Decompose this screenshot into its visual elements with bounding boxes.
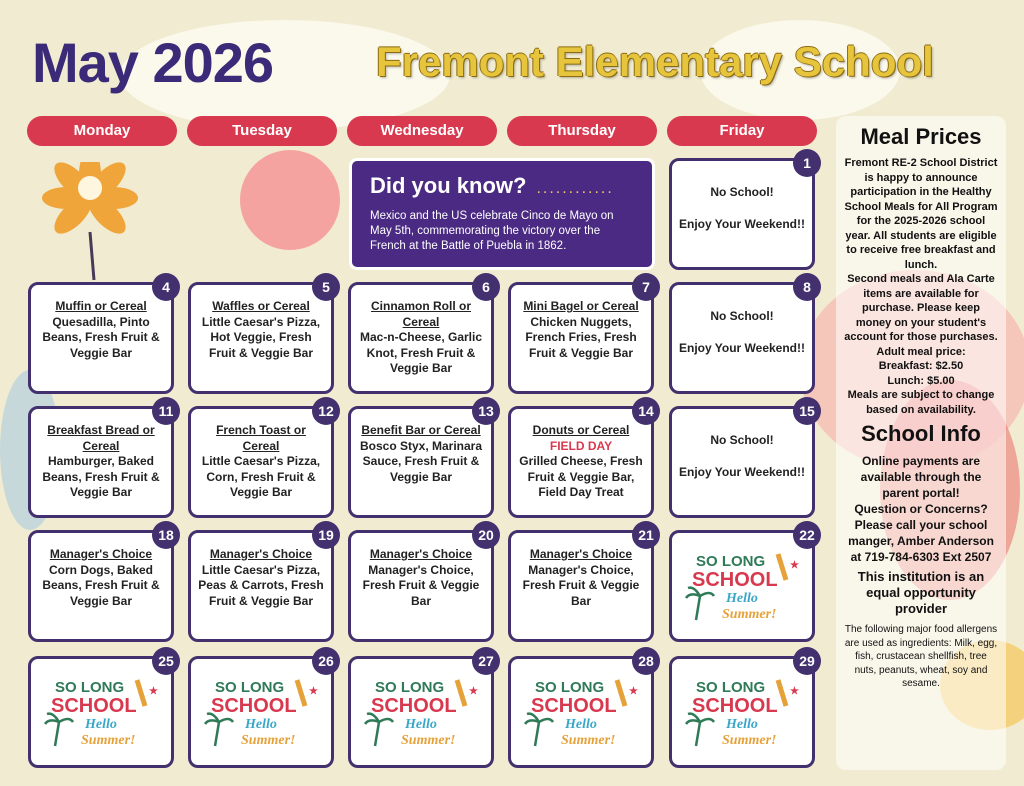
program-text: Fremont RE-2 School District is happy to announce participation in the Healthy School Meals for All Program for the 2025-2026 school year. All students are eligible to receive free breakfast and lunch. xyxy=(844,157,998,271)
did-you-know-dots: ............ xyxy=(536,180,614,197)
day-number: 4 xyxy=(152,273,180,301)
so-long-text: SO LONG xyxy=(55,679,125,696)
day-number: 22 xyxy=(793,521,821,549)
day-number: 18 xyxy=(152,521,180,549)
breakfast-item: Benefit Bar or Cereal xyxy=(361,423,481,437)
field-day-label: FIELD DAY xyxy=(549,438,613,453)
calendar-day xyxy=(188,279,334,394)
star-icon: ★ xyxy=(309,686,318,697)
online-payments-text: Online payments are available through the parent portal! xyxy=(860,454,982,500)
summer-text: Summer! xyxy=(241,733,296,748)
calendar-day xyxy=(348,403,494,518)
so-long-school-graphic xyxy=(357,665,485,759)
school-text: SCHOOL xyxy=(692,695,778,717)
calendar-day xyxy=(508,279,654,394)
did-you-know-box xyxy=(349,158,655,270)
calendar-day xyxy=(348,653,494,768)
summer-text: Summer! xyxy=(401,733,456,748)
lunch-item: Mac-n-Cheese, Garlic Knot, Fresh Fruit & Veggie Bar xyxy=(359,330,483,375)
calendar-day xyxy=(28,279,174,394)
calendar-day xyxy=(508,653,654,768)
day-number: 28 xyxy=(632,647,660,675)
lunch-item: Bosco Styx, Marinara Sauce, Fresh Fruit & Veggie Bar xyxy=(359,438,483,484)
adult-lunch-price: Lunch: $5.00 xyxy=(887,374,955,387)
palm-tree-icon xyxy=(45,714,73,746)
calendar-day xyxy=(28,653,174,768)
weekday-wednesday: Wednesday xyxy=(347,116,497,146)
star-icon: ★ xyxy=(629,686,638,697)
calendar-day xyxy=(669,403,815,518)
lunch-item: Quesadilla, Pinto Beans, Fresh Fruit & Veggie Bar xyxy=(42,314,160,360)
no-school-text: No School! xyxy=(710,185,774,199)
weekday-thursday: Thursday xyxy=(507,116,657,146)
school-text: SCHOOL xyxy=(531,695,617,717)
background-flower-pink xyxy=(240,150,340,250)
summer-text: Summer! xyxy=(81,733,136,748)
lunch-item: Little Caesar's Pizza, Hot Veggie, Fresh Fruit & Veggie Bar xyxy=(201,314,321,360)
day-number: 27 xyxy=(472,647,500,675)
calendar-day xyxy=(508,403,654,518)
breakfast-item: Manager's Choice xyxy=(369,547,473,561)
calendar-day xyxy=(508,527,654,642)
month-title: May 2026 xyxy=(32,31,274,94)
so-long-school-graphic-art xyxy=(361,672,481,752)
day-number: 20 xyxy=(472,521,500,549)
so-long-text: SO LONG xyxy=(535,679,605,696)
day-number: 11 xyxy=(152,397,180,425)
hello-text: Hello xyxy=(405,717,437,732)
palm-tree-icon xyxy=(686,714,714,746)
did-you-know-title: Did you know? xyxy=(370,173,527,198)
calendar-day xyxy=(669,527,815,642)
so-long-school-graphic xyxy=(678,665,806,759)
hello-text: Hello xyxy=(726,717,758,732)
palm-tree-icon xyxy=(205,714,233,746)
second-meals-text: Second meals and Ala Carte items are available for purchase. Please keep money on your student's account for those purchases. xyxy=(844,273,998,343)
so-long-text: SO LONG xyxy=(215,679,285,696)
day-number: 29 xyxy=(793,647,821,675)
lunch-item: Manager's Choice, Fresh Fruit & Veggie Bar xyxy=(362,562,480,608)
weekday-monday: Monday xyxy=(27,116,177,146)
pencil-icon xyxy=(137,680,145,706)
so-long-text: SO LONG xyxy=(375,679,445,696)
calendar-day xyxy=(188,653,334,768)
star-icon: ★ xyxy=(790,560,799,571)
so-long-text: SO LONG xyxy=(696,679,766,696)
so-long-text: SO LONG xyxy=(696,553,766,570)
palm-tree-icon xyxy=(365,714,393,746)
star-icon: ★ xyxy=(469,686,478,697)
day-number: 8 xyxy=(793,273,821,301)
so-long-school-graphic-art xyxy=(201,672,321,752)
lunch-item: Manager's Choice, Fresh Fruit & Veggie Bar xyxy=(522,562,640,608)
so-long-school-graphic-art xyxy=(682,672,802,752)
pencil-icon xyxy=(778,680,786,706)
no-school-text: No School! xyxy=(710,309,774,323)
palm-tree-icon xyxy=(525,714,553,746)
no-school-text: No School! xyxy=(710,433,774,447)
so-long-school-graphic xyxy=(37,665,165,759)
weekend-text: Enjoy Your Weekend!! xyxy=(678,216,806,231)
hello-text: Hello xyxy=(85,717,117,732)
adult-breakfast-price: Breakfast: $2.50 xyxy=(878,360,964,372)
weekend-text: Enjoy Your Weekend!! xyxy=(678,340,806,355)
calendar-day xyxy=(348,527,494,642)
hello-text: Hello xyxy=(726,591,758,606)
lunch-item: Little Caesar's Pizza, Peas & Carrots, Fresh Fruit & Veggie Bar xyxy=(198,562,324,608)
weekend-text: Enjoy Your Weekend!! xyxy=(678,464,806,479)
breakfast-item: Manager's Choice xyxy=(49,547,153,561)
school-info-heading: School Info xyxy=(861,421,981,446)
calendar-day xyxy=(669,653,815,768)
day-number: 5 xyxy=(312,273,340,301)
summer-text: Summer! xyxy=(561,733,616,748)
calendar-day xyxy=(188,403,334,518)
adult-price-title: Adult meal price: xyxy=(876,345,966,358)
allergens-text: The following major food allergens are used as ingredients: Milk, egg, fish, crustacean shellfish, tree nuts, peanuts, wheat, soy and sesame. xyxy=(844,624,998,689)
day-number: 1 xyxy=(793,149,821,177)
lunch-item: Little Caesar's Pizza, Corn, Fresh Fruit & Veggie Bar xyxy=(201,454,321,499)
info-sidebar xyxy=(836,116,1006,770)
lunch-item: Grilled Cheese, Fresh Fruit & Veggie Bar, Field Day Treat xyxy=(519,454,643,499)
lunch-item: Chicken Nuggets, French Fries, Fresh Fruit & Veggie Bar xyxy=(525,314,637,360)
summer-text: Summer! xyxy=(722,733,777,748)
day-number: 6 xyxy=(472,273,500,301)
so-long-school-graphic-art xyxy=(521,672,641,752)
hello-text: Hello xyxy=(565,717,597,732)
breakfast-item: Donuts or Cereal xyxy=(532,423,630,437)
day-number: 19 xyxy=(312,521,340,549)
breakfast-item: Manager's Choice xyxy=(529,547,633,561)
questions-text: Question or Concerns? Please call your school manger, Amber Anderson at 719-784-6303 Ext 2507 xyxy=(848,502,994,564)
so-long-school-graphic xyxy=(678,539,806,633)
summer-text: Summer! xyxy=(722,607,777,622)
day-number: 12 xyxy=(312,397,340,425)
calendar-day xyxy=(669,279,815,394)
breakfast-item: Waffles or Cereal xyxy=(212,299,310,313)
pencil-icon xyxy=(457,680,465,706)
so-long-school-graphic-art xyxy=(682,546,802,626)
calendar-day xyxy=(348,279,494,394)
calendar-day xyxy=(188,527,334,642)
calendar-day xyxy=(28,527,174,642)
day-number: 26 xyxy=(312,647,340,675)
meal-prices-heading: Meal Prices xyxy=(860,124,982,149)
subject-change-text: Meals are subject to change based on availability. xyxy=(847,389,995,416)
school-text: SCHOOL xyxy=(211,695,297,717)
breakfast-item: Cinnamon Roll or Cereal xyxy=(371,299,471,329)
weekday-friday: Friday xyxy=(667,116,817,146)
so-long-school-graphic xyxy=(197,665,325,759)
school-text: SCHOOL xyxy=(51,695,137,717)
lunch-item: Corn Dogs, Baked Beans, Fresh Fruit & Veggie Bar xyxy=(42,562,160,608)
day-number: 7 xyxy=(632,273,660,301)
lunch-item: Hamburger, Baked Beans, Fresh Fruit & Veggie Bar xyxy=(42,454,160,499)
so-long-school-graphic xyxy=(517,665,645,759)
day-number: 25 xyxy=(152,647,180,675)
did-you-know-text: Mexico and the US celebrate Cinco de Mayo on May 5th, commemorating the victory over the French at the Battle of Puebla in 1862. xyxy=(370,210,614,252)
calendar-day xyxy=(28,403,174,518)
breakfast-item: Manager's Choice xyxy=(209,547,313,561)
breakfast-item: Mini Bagel or Cereal xyxy=(523,299,639,313)
breakfast-item: Breakfast Bread or Cereal xyxy=(47,423,155,453)
calendar-day xyxy=(669,155,815,270)
school-title: Fremont Elementary School xyxy=(376,38,934,85)
breakfast-item: French Toast or Cereal xyxy=(216,423,306,453)
school-text: SCHOOL xyxy=(371,695,457,717)
equal-opportunity-text: This institution is an equal opportunity provider xyxy=(857,569,985,616)
so-long-school-graphic-art xyxy=(41,672,161,752)
flower-icon xyxy=(38,162,148,282)
pencil-icon xyxy=(617,680,625,706)
day-number: 15 xyxy=(793,397,821,425)
palm-tree-icon xyxy=(686,588,714,620)
pencil-icon xyxy=(297,680,305,706)
pencil-icon xyxy=(778,554,786,580)
star-icon: ★ xyxy=(790,686,799,697)
day-number: 14 xyxy=(632,397,660,425)
star-icon: ★ xyxy=(149,686,158,697)
day-number: 13 xyxy=(472,397,500,425)
weekday-tuesday: Tuesday xyxy=(187,116,337,146)
day-number: 21 xyxy=(632,521,660,549)
breakfast-item: Muffin or Cereal xyxy=(55,299,147,313)
school-text: SCHOOL xyxy=(692,569,778,591)
hello-text: Hello xyxy=(245,717,277,732)
